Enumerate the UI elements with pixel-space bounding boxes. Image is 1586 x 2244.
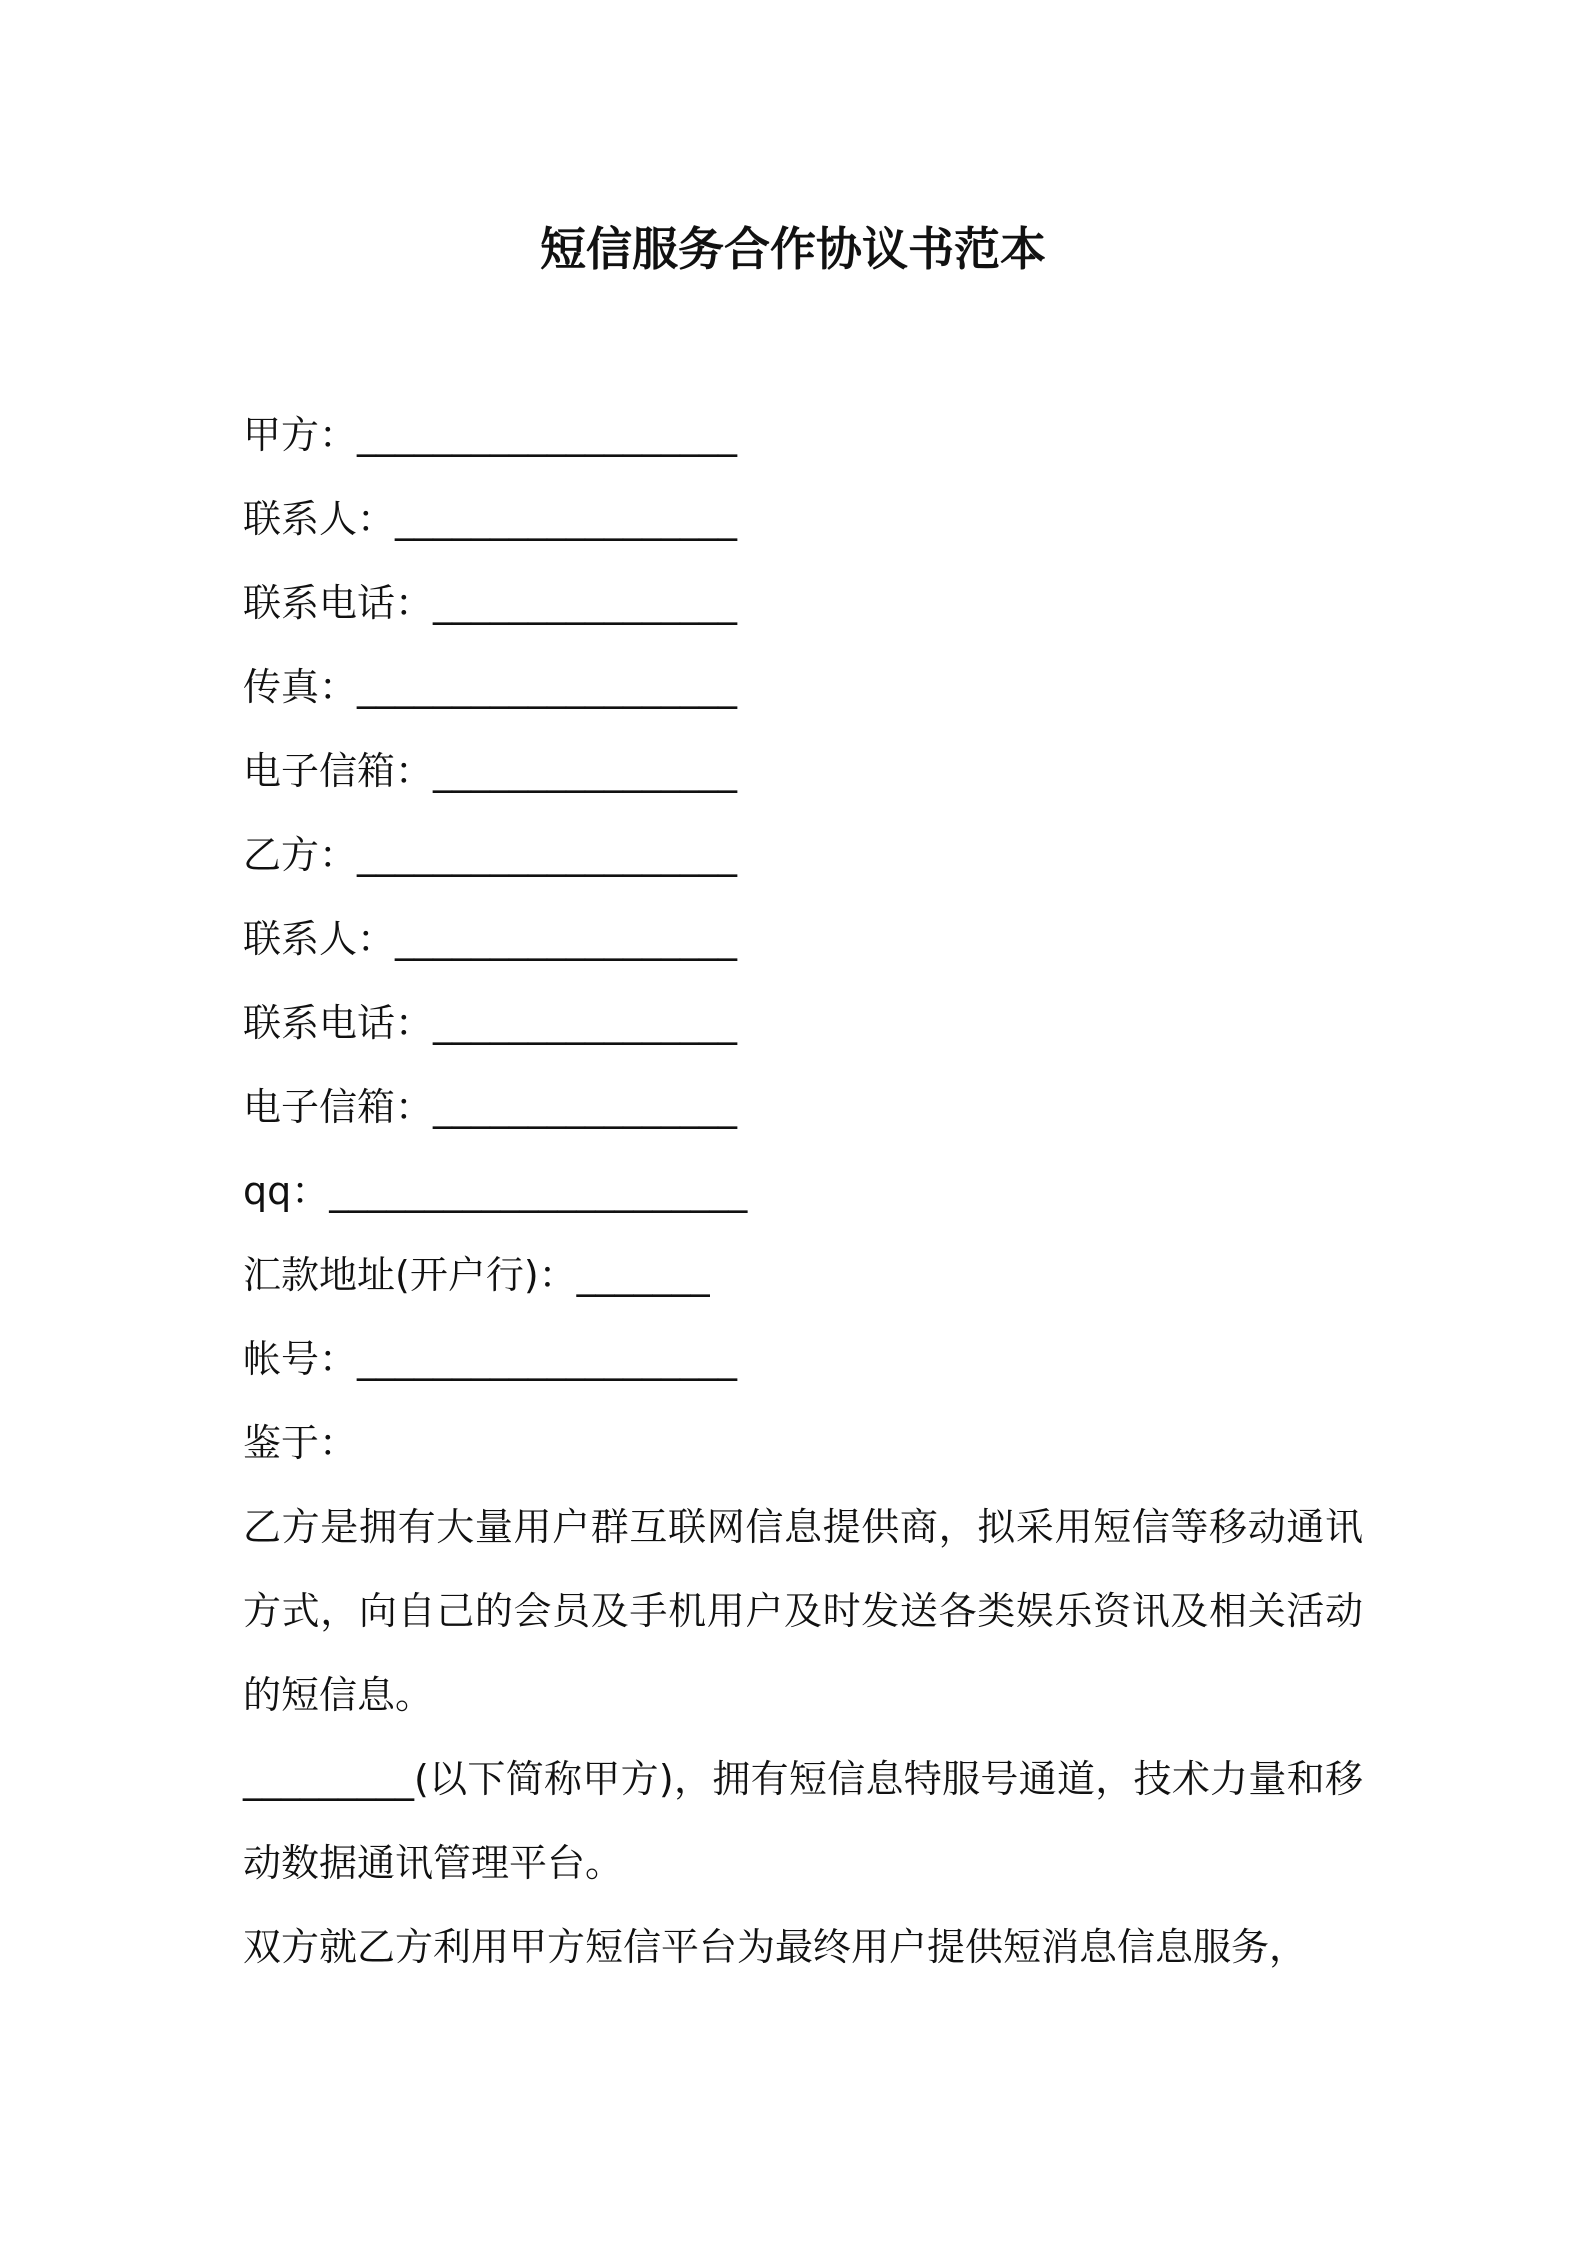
field-party-b-contact: 联系人：__________________ — [243, 917, 738, 961]
field-party-a-contact: 联系人：__________________ — [243, 497, 738, 541]
field-party-a-email: 电子信箱：________________ — [243, 749, 738, 793]
field-party-a: 甲方：____________________ — [243, 413, 738, 457]
document-title: 短信服务合作协议书范本 — [540, 222, 1046, 276]
field-whereas: 鉴于： — [243, 1421, 358, 1465]
paragraph-party-b-intro: 乙方是拥有大量用户群互联网信息提供商，拟采用短信等移动通讯方式，向自己的会员及手机用户及时发送各类娱乐资讯及相关活动的短信息。 — [243, 1505, 1363, 1717]
field-party-b: 乙方：____________________ — [243, 833, 738, 877]
party-info-fields — [243, 405, 1363, 1497]
paragraph-party-a-intro: _________(以下简称甲方)，拥有短信息特服号通道，技术力量和移动数据通讯管理平台。 — [243, 1757, 1363, 1885]
field-party-a-fax: 传真：____________________ — [243, 665, 738, 709]
field-party-b-phone: 联系电话：________________ — [243, 1001, 738, 1045]
field-account-number: 帐号：____________________ — [243, 1337, 738, 1381]
field-remittance-bank: 汇款地址(开户行)：_______ — [243, 1253, 710, 1297]
agreement-body — [243, 1485, 1363, 1989]
field-party-a-phone: 联系电话：________________ — [243, 581, 738, 625]
field-party-b-email: 电子信箱：________________ — [243, 1085, 738, 1129]
field-party-b-qq: qq：______________________ — [243, 1169, 748, 1213]
paragraph-agreement-start: 双方就乙方利用甲方短信平台为最终用户提供短消息信息服务， — [243, 1925, 1308, 1969]
